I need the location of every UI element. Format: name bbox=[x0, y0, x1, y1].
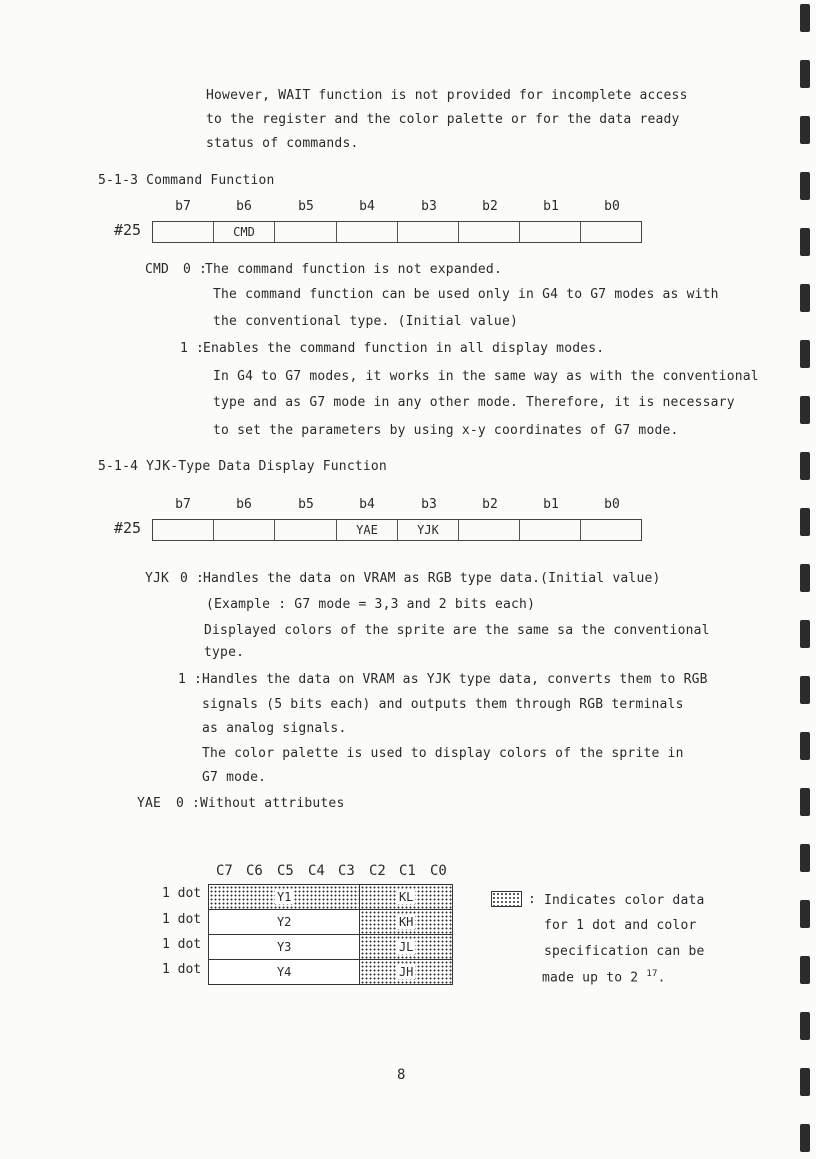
cmd-opt1-key: 1 : bbox=[180, 341, 205, 356]
row-label: 1 dot bbox=[162, 937, 202, 952]
bit-label: b1 bbox=[543, 199, 559, 214]
register-number-513: #25 bbox=[114, 221, 142, 239]
row-label: 1 dot bbox=[162, 962, 202, 977]
bit-label: b5 bbox=[298, 497, 314, 512]
bit-label: b7 bbox=[175, 497, 191, 512]
register-cell-b5 bbox=[275, 520, 337, 540]
register-cell-b7 bbox=[153, 520, 214, 540]
bit-label: b2 bbox=[482, 199, 498, 214]
intro-line-1: However, WAIT function is not provided for incomplete access bbox=[206, 88, 688, 103]
legend-exponent: 17 bbox=[646, 969, 658, 979]
legend-line-4 bbox=[542, 969, 666, 985]
column-header: C2 bbox=[369, 863, 386, 879]
register-cell-b6: CMD bbox=[214, 222, 275, 242]
register-cell-b1 bbox=[520, 520, 581, 540]
yae-opt0-key: 0 : bbox=[176, 796, 201, 811]
table-row bbox=[209, 910, 453, 935]
cmd-opt1-text: Enables the command function in all display modes. bbox=[203, 341, 605, 356]
yjk-label: YJK bbox=[145, 571, 170, 586]
table-row bbox=[209, 960, 453, 985]
yjk-format-table bbox=[208, 884, 453, 985]
register-cell-b1 bbox=[520, 222, 581, 242]
yjk-opt1-line-2: as analog signals. bbox=[202, 721, 347, 736]
k-cell bbox=[360, 885, 453, 910]
bit-label: b4 bbox=[359, 497, 375, 512]
yjk-opt0-line-1: (Example : G7 mode = 3,3 and 2 bits each) bbox=[206, 597, 536, 612]
legend-line-3: specification can be bbox=[544, 944, 705, 959]
k-cell-label: JH bbox=[398, 965, 414, 979]
y-cell bbox=[209, 960, 360, 985]
yjk-opt0-line-2: Displayed colors of the sprite are the same sa the conventional bbox=[204, 623, 710, 638]
column-header: C3 bbox=[338, 863, 355, 879]
legend-colon: : bbox=[528, 892, 536, 907]
y-cell bbox=[209, 885, 360, 910]
register-cell-b3: YJK bbox=[398, 520, 459, 540]
register-cell-b2 bbox=[459, 520, 520, 540]
column-header: C1 bbox=[399, 863, 416, 879]
bit-label: b0 bbox=[604, 497, 620, 512]
column-header: C7 bbox=[216, 863, 233, 879]
legend-line-2: for 1 dot and color bbox=[544, 918, 697, 933]
cmd-opt0-line-2: the conventional type. (Initial value) bbox=[213, 314, 519, 329]
k-cell bbox=[360, 935, 453, 960]
k-cell bbox=[360, 910, 453, 935]
register-cell-b4 bbox=[337, 222, 398, 242]
y-cell-label: Y4 bbox=[276, 965, 292, 979]
k-cell-label: KL bbox=[398, 890, 414, 904]
yae-label: YAE bbox=[137, 796, 162, 811]
bit-label: b7 bbox=[175, 199, 191, 214]
bit-label: b0 bbox=[604, 199, 620, 214]
bit-label: b5 bbox=[298, 199, 314, 214]
yjk-opt1-text: Handles the data on VRAM as YJK type data, converts them to RGB bbox=[202, 672, 708, 687]
cmd-label: CMD bbox=[145, 262, 170, 277]
table-row bbox=[209, 885, 453, 910]
y-cell bbox=[209, 910, 360, 935]
register-cell-b6 bbox=[214, 520, 275, 540]
yae-opt0-text: Without attributes bbox=[200, 796, 345, 811]
cmd-opt0-text: The command function is not expanded. bbox=[205, 262, 502, 277]
yjk-opt1-line-3: The color palette is used to display colors of the sprite in bbox=[202, 746, 684, 761]
yjk-opt0-line-3: type. bbox=[204, 645, 245, 660]
yjk-opt1-key: 1 : bbox=[178, 672, 203, 687]
cmd-opt1-line-2: type and as G7 mode in any other mode. Therefore, it is necessary bbox=[213, 395, 735, 410]
y-cell bbox=[209, 935, 360, 960]
column-header: C6 bbox=[246, 863, 263, 879]
column-header: C0 bbox=[430, 863, 447, 879]
register-cell-b0 bbox=[581, 520, 641, 540]
bit-label: b6 bbox=[236, 497, 252, 512]
section-heading-command-function: 5-1-3 Command Function bbox=[98, 173, 275, 188]
bit-label: b4 bbox=[359, 199, 375, 214]
column-header: C5 bbox=[277, 863, 294, 879]
register-number-514: #25 bbox=[114, 519, 142, 537]
yjk-opt0-text: Handles the data on VRAM as RGB type data.(Initial value) bbox=[203, 571, 661, 586]
column-header: C4 bbox=[308, 863, 325, 879]
section-heading-yjk-display: 5-1-4 YJK-Type Data Display Function bbox=[98, 459, 387, 474]
y-cell-label: Y2 bbox=[276, 915, 292, 929]
bit-label: b1 bbox=[543, 497, 559, 512]
bit-label: b6 bbox=[236, 199, 252, 214]
row-label: 1 dot bbox=[162, 912, 202, 927]
yjk-opt0-key: 0 : bbox=[180, 571, 205, 586]
register-cell-b2 bbox=[459, 222, 520, 242]
intro-line-2: to the register and the color palette or for the data ready bbox=[206, 112, 680, 127]
cmd-opt1-line-3: to set the parameters by using x-y coordinates of G7 mode. bbox=[213, 423, 679, 438]
register-cell-b3 bbox=[398, 222, 459, 242]
cmd-opt1-line-1: In G4 to G7 modes, it works in the same way as with the conventional bbox=[213, 369, 759, 384]
bit-label: b3 bbox=[421, 497, 437, 512]
intro-line-3: status of commands. bbox=[206, 136, 359, 151]
y-cell-label: Y3 bbox=[276, 940, 292, 954]
y-cell-label: Y1 bbox=[276, 890, 292, 904]
register-cell-b4: YAE bbox=[337, 520, 398, 540]
legend-end: . bbox=[657, 970, 666, 986]
yjk-opt1-line-1: signals (5 bits each) and outputs them through RGB terminals bbox=[202, 697, 684, 712]
page-number: 8 bbox=[397, 1067, 406, 1083]
k-cell-label: JL bbox=[398, 940, 414, 954]
cmd-opt0-line-1: The command function can be used only in G4 to G7 modes as with bbox=[213, 287, 719, 302]
register-cell-b0 bbox=[581, 222, 641, 242]
register-514 bbox=[152, 519, 642, 541]
register-cell-b7 bbox=[153, 222, 214, 242]
row-label: 1 dot bbox=[162, 886, 202, 901]
k-cell-label: KH bbox=[398, 915, 414, 929]
table-row bbox=[209, 935, 453, 960]
register-513 bbox=[152, 221, 642, 243]
bit-label: b2 bbox=[482, 497, 498, 512]
k-cell bbox=[360, 960, 453, 985]
bit-label: b3 bbox=[421, 199, 437, 214]
dotted-swatch-icon bbox=[491, 891, 522, 907]
yjk-opt1-line-4: G7 mode. bbox=[202, 770, 267, 785]
legend-line-1: Indicates color data bbox=[544, 893, 705, 908]
cmd-opt0-key: 0 : bbox=[183, 262, 208, 277]
register-cell-b5 bbox=[275, 222, 337, 242]
legend-line-4-text: made up to 2 bbox=[542, 970, 639, 986]
